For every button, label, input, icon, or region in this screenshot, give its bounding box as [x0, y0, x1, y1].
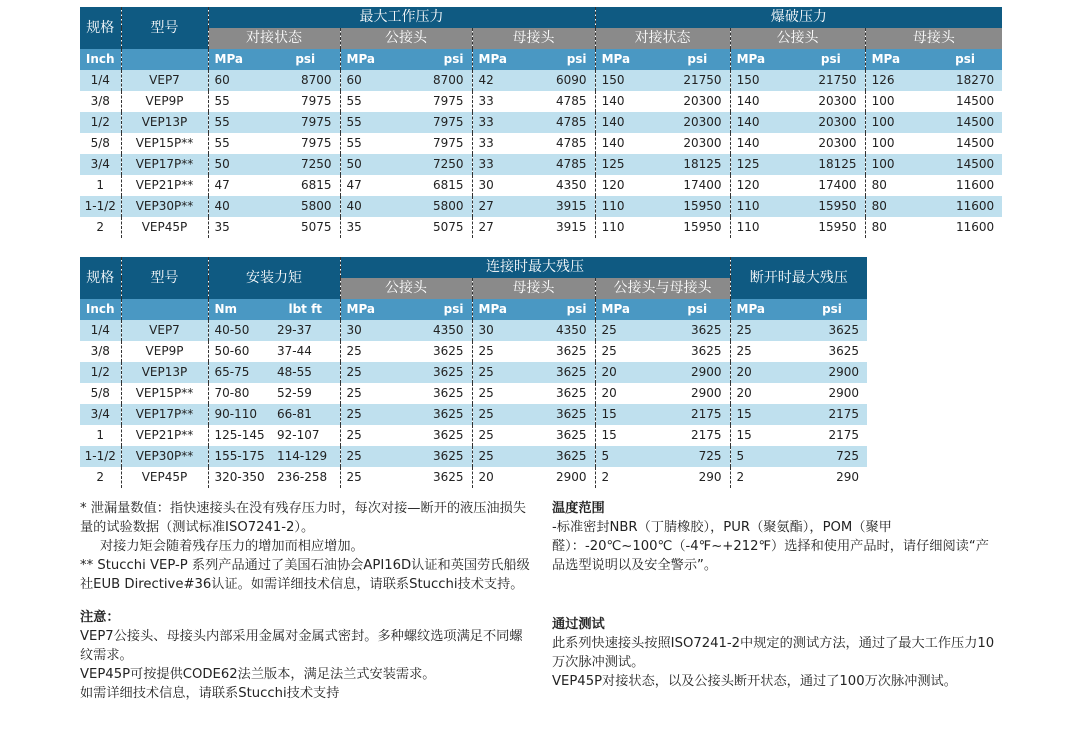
psi-cell: 3625	[665, 341, 730, 362]
psi-cell: 2175	[665, 404, 730, 425]
mpa-cell: 110	[730, 217, 797, 238]
mpa-cell: 2	[730, 467, 797, 488]
mpa-cell: 55	[340, 133, 399, 154]
psi-cell: 18270	[928, 70, 1002, 91]
model-cell: VEP45P	[121, 217, 208, 238]
table-row	[80, 446, 867, 467]
temperature-title: 温度范围	[552, 501, 605, 516]
unit-mpa: MPa	[865, 49, 928, 70]
psi-cell: 11600	[928, 175, 1002, 196]
psi-cell: 6815	[399, 175, 472, 196]
mpa-cell: 33	[472, 91, 536, 112]
mpa-cell: 25	[340, 446, 399, 467]
mpa-cell: 30	[340, 320, 399, 341]
size-header: 规格	[80, 257, 121, 299]
mpa-cell: 140	[730, 91, 797, 112]
psi-cell: 290	[797, 467, 867, 488]
psi-cell: 7975	[399, 91, 472, 112]
note-certification: ** Stucchi VEP-P 系列产品通过了美国石油协会API16D认证和英国劳氏船级社EUB Directive#36认证。如需详细技术信息，请联系Stucchi技术支持。	[80, 558, 530, 592]
unit-lbft: lbt ft	[271, 299, 340, 320]
mpa-cell: 150	[595, 70, 665, 91]
psi-cell: 2900	[665, 383, 730, 404]
table-row	[80, 341, 867, 362]
mpa-cell: 80	[865, 175, 928, 196]
model-cell: VEP17P**	[121, 404, 208, 425]
unit-blank	[121, 49, 208, 70]
unit-psi: psi	[271, 49, 340, 70]
psi-cell: 725	[797, 446, 867, 467]
mpa-cell: 30	[472, 320, 536, 341]
temperature-text: -标准密封NBR（丁腈橡胶），PUR（聚氨酯），POM（聚甲醛）：-20℃~100℃（-4℉~+212℉）选择和使用产品时，请仔细阅读“产品选型说明以及安全警示”。	[552, 520, 989, 573]
test-pulse-100k: 此系列快速接头按照ISO7241-2中规定的测试方法，通过了最大工作压力10万次脉冲测试。	[552, 636, 995, 670]
mpa-cell: 15	[730, 404, 797, 425]
mpa-cell: 5	[730, 446, 797, 467]
size-cell: 1/2	[80, 362, 121, 383]
psi-cell: 20300	[665, 133, 730, 154]
mpa-cell: 47	[208, 175, 271, 196]
psi-cell: 3625	[797, 320, 867, 341]
model-cell: VEP7	[121, 320, 208, 341]
psi-cell: 15950	[797, 196, 865, 217]
mpa-cell: 25	[340, 467, 399, 488]
psi-cell: 18125	[665, 154, 730, 175]
mpa-cell: 55	[340, 112, 399, 133]
mpa-cell: 35	[340, 217, 399, 238]
mpa-cell: 15	[595, 425, 665, 446]
mpa-cell: 35	[208, 217, 271, 238]
mpa-cell: 33	[472, 133, 536, 154]
unit-mpa: MPa	[340, 49, 399, 70]
nm-cell: 155-175	[208, 446, 271, 467]
psi-cell: 6090	[536, 70, 595, 91]
male-header: 公接头	[340, 28, 472, 49]
psi-cell: 8700	[399, 70, 472, 91]
male-female-header: 公接头与母接头	[595, 278, 730, 299]
mpa-cell: 15	[730, 425, 797, 446]
mpa-cell: 100	[865, 154, 928, 175]
psi-cell: 20300	[665, 91, 730, 112]
psi-cell: 3625	[536, 383, 595, 404]
psi-cell: 21750	[665, 70, 730, 91]
psi-cell: 3625	[536, 362, 595, 383]
nm-cell: 40-50	[208, 320, 271, 341]
psi-cell: 3625	[536, 425, 595, 446]
nm-cell: 70-80	[208, 383, 271, 404]
lbft-cell: 236-258	[271, 467, 340, 488]
mpa-cell: 60	[340, 70, 399, 91]
psi-cell: 18125	[797, 154, 865, 175]
psi-cell: 4785	[536, 154, 595, 175]
unit-psi: psi	[928, 49, 1002, 70]
size-cell: 1-1/2	[80, 196, 121, 217]
psi-cell: 5800	[399, 196, 472, 217]
psi-cell: 2175	[665, 425, 730, 446]
unit-mpa: MPa	[472, 49, 536, 70]
female-header: 母接头	[472, 28, 595, 49]
size-cell: 5/8	[80, 133, 121, 154]
size-cell: 3/8	[80, 341, 121, 362]
mpa-cell: 20	[730, 383, 797, 404]
unit-mpa: MPa	[472, 299, 536, 320]
psi-cell: 4785	[536, 112, 595, 133]
lbft-cell: 114-129	[271, 446, 340, 467]
size-cell: 1/2	[80, 112, 121, 133]
model-header: 型号	[121, 257, 208, 299]
mpa-cell: 100	[865, 91, 928, 112]
burst-female-header: 母接头	[865, 28, 1002, 49]
mpa-cell: 25	[472, 425, 536, 446]
test-pulse-1m: VEP45P对接状态，以及公接头断开状态，通过了100万次脉冲测试。	[552, 674, 957, 689]
psi-cell: 3625	[399, 425, 472, 446]
mpa-cell: 20	[595, 383, 665, 404]
mpa-cell: 25	[730, 341, 797, 362]
mpa-cell: 126	[865, 70, 928, 91]
psi-cell: 4350	[536, 175, 595, 196]
mpa-cell: 2	[595, 467, 665, 488]
mpa-cell: 140	[730, 112, 797, 133]
model-cell: VEP30P**	[121, 446, 208, 467]
unit-psi: psi	[399, 49, 472, 70]
mpa-cell: 150	[730, 70, 797, 91]
unit-mpa: MPa	[208, 49, 271, 70]
lbft-cell: 52-59	[271, 383, 340, 404]
mpa-cell: 15	[595, 404, 665, 425]
table-row	[80, 467, 867, 488]
psi-cell: 2900	[536, 467, 595, 488]
psi-cell: 4350	[536, 320, 595, 341]
mpa-cell: 30	[472, 175, 536, 196]
size-cell: 1	[80, 175, 121, 196]
unit-inch: Inch	[80, 299, 121, 320]
psi-cell: 3625	[665, 320, 730, 341]
mpa-cell: 80	[865, 196, 928, 217]
mpa-cell: 125	[730, 154, 797, 175]
psi-cell: 3625	[399, 341, 472, 362]
mpa-cell: 125	[595, 154, 665, 175]
psi-cell: 7975	[271, 91, 340, 112]
model-cell: VEP7	[121, 70, 208, 91]
psi-cell: 7250	[271, 154, 340, 175]
mpa-cell: 80	[865, 217, 928, 238]
residual-disconnect-header: 断开时最大残压	[730, 257, 867, 299]
table-row	[80, 175, 1002, 196]
mpa-cell: 20	[595, 362, 665, 383]
table-row	[80, 91, 1002, 112]
model-cell: VEP13P	[121, 112, 208, 133]
lbft-cell: 92-107	[271, 425, 340, 446]
psi-cell: 3915	[536, 196, 595, 217]
model-header: 型号	[121, 7, 208, 49]
psi-cell: 3625	[399, 467, 472, 488]
size-cell: 3/4	[80, 404, 121, 425]
mpa-cell: 140	[595, 91, 665, 112]
mpa-cell: 55	[208, 91, 271, 112]
psi-cell: 7975	[399, 112, 472, 133]
psi-cell: 14500	[928, 133, 1002, 154]
mpa-cell: 140	[595, 133, 665, 154]
burst-connected-header: 对接状态	[595, 28, 730, 49]
psi-cell: 3625	[399, 404, 472, 425]
size-cell: 3/8	[80, 91, 121, 112]
psi-cell: 3625	[399, 383, 472, 404]
unit-mpa: MPa	[595, 49, 665, 70]
model-cell: VEP30P**	[121, 196, 208, 217]
connected-header: 对接状态	[208, 28, 340, 49]
mpa-cell: 20	[730, 362, 797, 383]
unit-psi: psi	[665, 299, 730, 320]
mpa-cell: 40	[208, 196, 271, 217]
size-cell: 1-1/2	[80, 446, 121, 467]
residual-connect-header: 连接时最大残压	[340, 257, 730, 278]
size-cell: 1	[80, 425, 121, 446]
psi-cell: 4785	[536, 133, 595, 154]
size-cell: 1/4	[80, 320, 121, 341]
mpa-cell: 60	[208, 70, 271, 91]
mpa-cell: 55	[208, 112, 271, 133]
mpa-cell: 50	[208, 154, 271, 175]
lbft-cell: 29-37	[271, 320, 340, 341]
burst-pressure-header: 爆破压力	[595, 7, 1002, 28]
psi-cell: 3625	[399, 446, 472, 467]
mpa-cell: 25	[472, 341, 536, 362]
female-header: 母接头	[472, 278, 595, 299]
mpa-cell: 5	[595, 446, 665, 467]
psi-cell: 4785	[536, 91, 595, 112]
mpa-cell: 100	[865, 133, 928, 154]
unit-mpa: MPa	[595, 299, 665, 320]
unit-psi: psi	[536, 299, 595, 320]
max-pressure-table	[80, 7, 1002, 238]
mpa-cell: 27	[472, 196, 536, 217]
max-working-pressure-header: 最大工作压力	[208, 7, 595, 28]
mpa-cell: 25	[595, 341, 665, 362]
table-row	[80, 70, 1002, 91]
unit-inch: Inch	[80, 49, 121, 70]
male-header: 公接头	[340, 278, 472, 299]
psi-cell: 5075	[399, 217, 472, 238]
nm-cell: 125-145	[208, 425, 271, 446]
mpa-cell: 120	[595, 175, 665, 196]
psi-cell: 5800	[271, 196, 340, 217]
model-cell: VEP9P	[121, 341, 208, 362]
psi-cell: 3625	[536, 446, 595, 467]
psi-cell: 3625	[797, 341, 867, 362]
unit-psi: psi	[797, 299, 867, 320]
attention-flange: VEP45P可按提供CODE62法兰版本，满足法兰式安装需求。	[80, 667, 436, 682]
mpa-cell: 120	[730, 175, 797, 196]
table-row	[80, 425, 867, 446]
psi-cell: 17400	[797, 175, 865, 196]
psi-cell: 3625	[536, 341, 595, 362]
mpa-cell: 25	[472, 383, 536, 404]
model-cell: VEP13P	[121, 362, 208, 383]
unit-psi: psi	[797, 49, 865, 70]
size-cell: 2	[80, 217, 121, 238]
mpa-cell: 20	[472, 467, 536, 488]
psi-cell: 2900	[797, 362, 867, 383]
mpa-cell: 25	[340, 383, 399, 404]
mpa-cell: 55	[208, 133, 271, 154]
attention-seal: VEP7公接头、母接头内部采用金属对金属式密封。多种螺纹选项满足不同螺纹需求。	[80, 629, 523, 663]
psi-cell: 21750	[797, 70, 865, 91]
psi-cell: 11600	[928, 196, 1002, 217]
mpa-cell: 140	[595, 112, 665, 133]
lbft-cell: 66-81	[271, 404, 340, 425]
mpa-cell: 33	[472, 112, 536, 133]
mpa-cell: 100	[865, 112, 928, 133]
size-cell: 5/8	[80, 383, 121, 404]
mpa-cell: 25	[472, 362, 536, 383]
psi-cell: 20300	[665, 112, 730, 133]
psi-cell: 7975	[399, 133, 472, 154]
psi-cell: 3625	[399, 362, 472, 383]
psi-cell: 5075	[271, 217, 340, 238]
note-torque: 对接力矩会随着残存压力的增加而相应增加。	[100, 539, 364, 554]
attention-title: 注意：	[80, 610, 120, 625]
model-cell: VEP15P**	[121, 383, 208, 404]
mpa-cell: 25	[340, 404, 399, 425]
nm-cell: 65-75	[208, 362, 271, 383]
size-header: 规格	[80, 7, 121, 49]
mpa-cell: 25	[595, 320, 665, 341]
psi-cell: 20300	[797, 133, 865, 154]
mpa-cell: 47	[340, 175, 399, 196]
mpa-cell: 25	[340, 362, 399, 383]
notes-right	[552, 499, 997, 691]
test-title: 通过测试	[552, 617, 605, 632]
notes-left	[80, 499, 535, 703]
unit-mpa: MPa	[730, 49, 797, 70]
model-cell: VEP21P**	[121, 425, 208, 446]
psi-cell: 14500	[928, 154, 1002, 175]
mpa-cell: 140	[730, 133, 797, 154]
model-cell: VEP9P	[121, 91, 208, 112]
table-row	[80, 112, 1002, 133]
mpa-cell: 25	[472, 446, 536, 467]
mpa-cell: 33	[472, 154, 536, 175]
psi-cell: 20300	[797, 112, 865, 133]
table-row	[80, 404, 867, 425]
table-row	[80, 154, 1002, 175]
mpa-cell: 25	[340, 425, 399, 446]
nm-cell: 90-110	[208, 404, 271, 425]
unit-nm: Nm	[208, 299, 271, 320]
unit-psi: psi	[536, 49, 595, 70]
mpa-cell: 40	[340, 196, 399, 217]
lbft-cell: 48-55	[271, 362, 340, 383]
mpa-cell: 50	[340, 154, 399, 175]
psi-cell: 17400	[665, 175, 730, 196]
nm-cell: 320-350	[208, 467, 271, 488]
table-row	[80, 217, 1002, 238]
psi-cell: 14500	[928, 91, 1002, 112]
mpa-cell: 27	[472, 217, 536, 238]
psi-cell: 15950	[797, 217, 865, 238]
mpa-cell: 55	[340, 91, 399, 112]
torque-header: 安装力矩	[208, 257, 340, 299]
psi-cell: 14500	[928, 112, 1002, 133]
unit-blank	[121, 299, 208, 320]
table-row	[80, 320, 867, 341]
psi-cell: 6815	[271, 175, 340, 196]
table-row	[80, 133, 1002, 154]
psi-cell: 15950	[665, 217, 730, 238]
attention-support: 如需详细技术信息，请联系Stucchi技术支持	[80, 686, 340, 701]
mpa-cell: 110	[730, 196, 797, 217]
psi-cell: 2900	[797, 383, 867, 404]
mpa-cell: 110	[595, 217, 665, 238]
unit-mpa: MPa	[340, 299, 399, 320]
model-cell: VEP17P**	[121, 154, 208, 175]
mpa-cell: 25	[472, 404, 536, 425]
psi-cell: 725	[665, 446, 730, 467]
model-cell: VEP21P**	[121, 175, 208, 196]
nm-cell: 50-60	[208, 341, 271, 362]
burst-male-header: 公接头	[730, 28, 865, 49]
psi-cell: 4350	[399, 320, 472, 341]
torque-residual-table	[80, 257, 867, 488]
unit-psi: psi	[665, 49, 730, 70]
table-row	[80, 196, 1002, 217]
psi-cell: 11600	[928, 217, 1002, 238]
psi-cell: 7975	[271, 112, 340, 133]
size-cell: 1/4	[80, 70, 121, 91]
size-cell: 3/4	[80, 154, 121, 175]
mpa-cell: 25	[340, 341, 399, 362]
note-leakage: * 泄漏量数值：指快速接头在没有残存压力时，每次对接—断开的液压油损失量的试验数据（测试标准ISO7241-2）。	[80, 501, 526, 535]
psi-cell: 15950	[665, 196, 730, 217]
psi-cell: 290	[665, 467, 730, 488]
psi-cell: 7250	[399, 154, 472, 175]
psi-cell: 20300	[797, 91, 865, 112]
size-cell: 2	[80, 467, 121, 488]
mpa-cell: 42	[472, 70, 536, 91]
psi-cell: 3915	[536, 217, 595, 238]
psi-cell: 2175	[797, 425, 867, 446]
unit-psi: psi	[399, 299, 472, 320]
psi-cell: 3625	[536, 404, 595, 425]
model-cell: VEP45P	[121, 467, 208, 488]
lbft-cell: 37-44	[271, 341, 340, 362]
model-cell: VEP15P**	[121, 133, 208, 154]
unit-mpa: MPa	[730, 299, 797, 320]
psi-cell: 7975	[271, 133, 340, 154]
mpa-cell: 25	[730, 320, 797, 341]
mpa-cell: 110	[595, 196, 665, 217]
psi-cell: 2175	[797, 404, 867, 425]
table-row	[80, 383, 867, 404]
table-row	[80, 362, 867, 383]
psi-cell: 2900	[665, 362, 730, 383]
psi-cell: 8700	[271, 70, 340, 91]
